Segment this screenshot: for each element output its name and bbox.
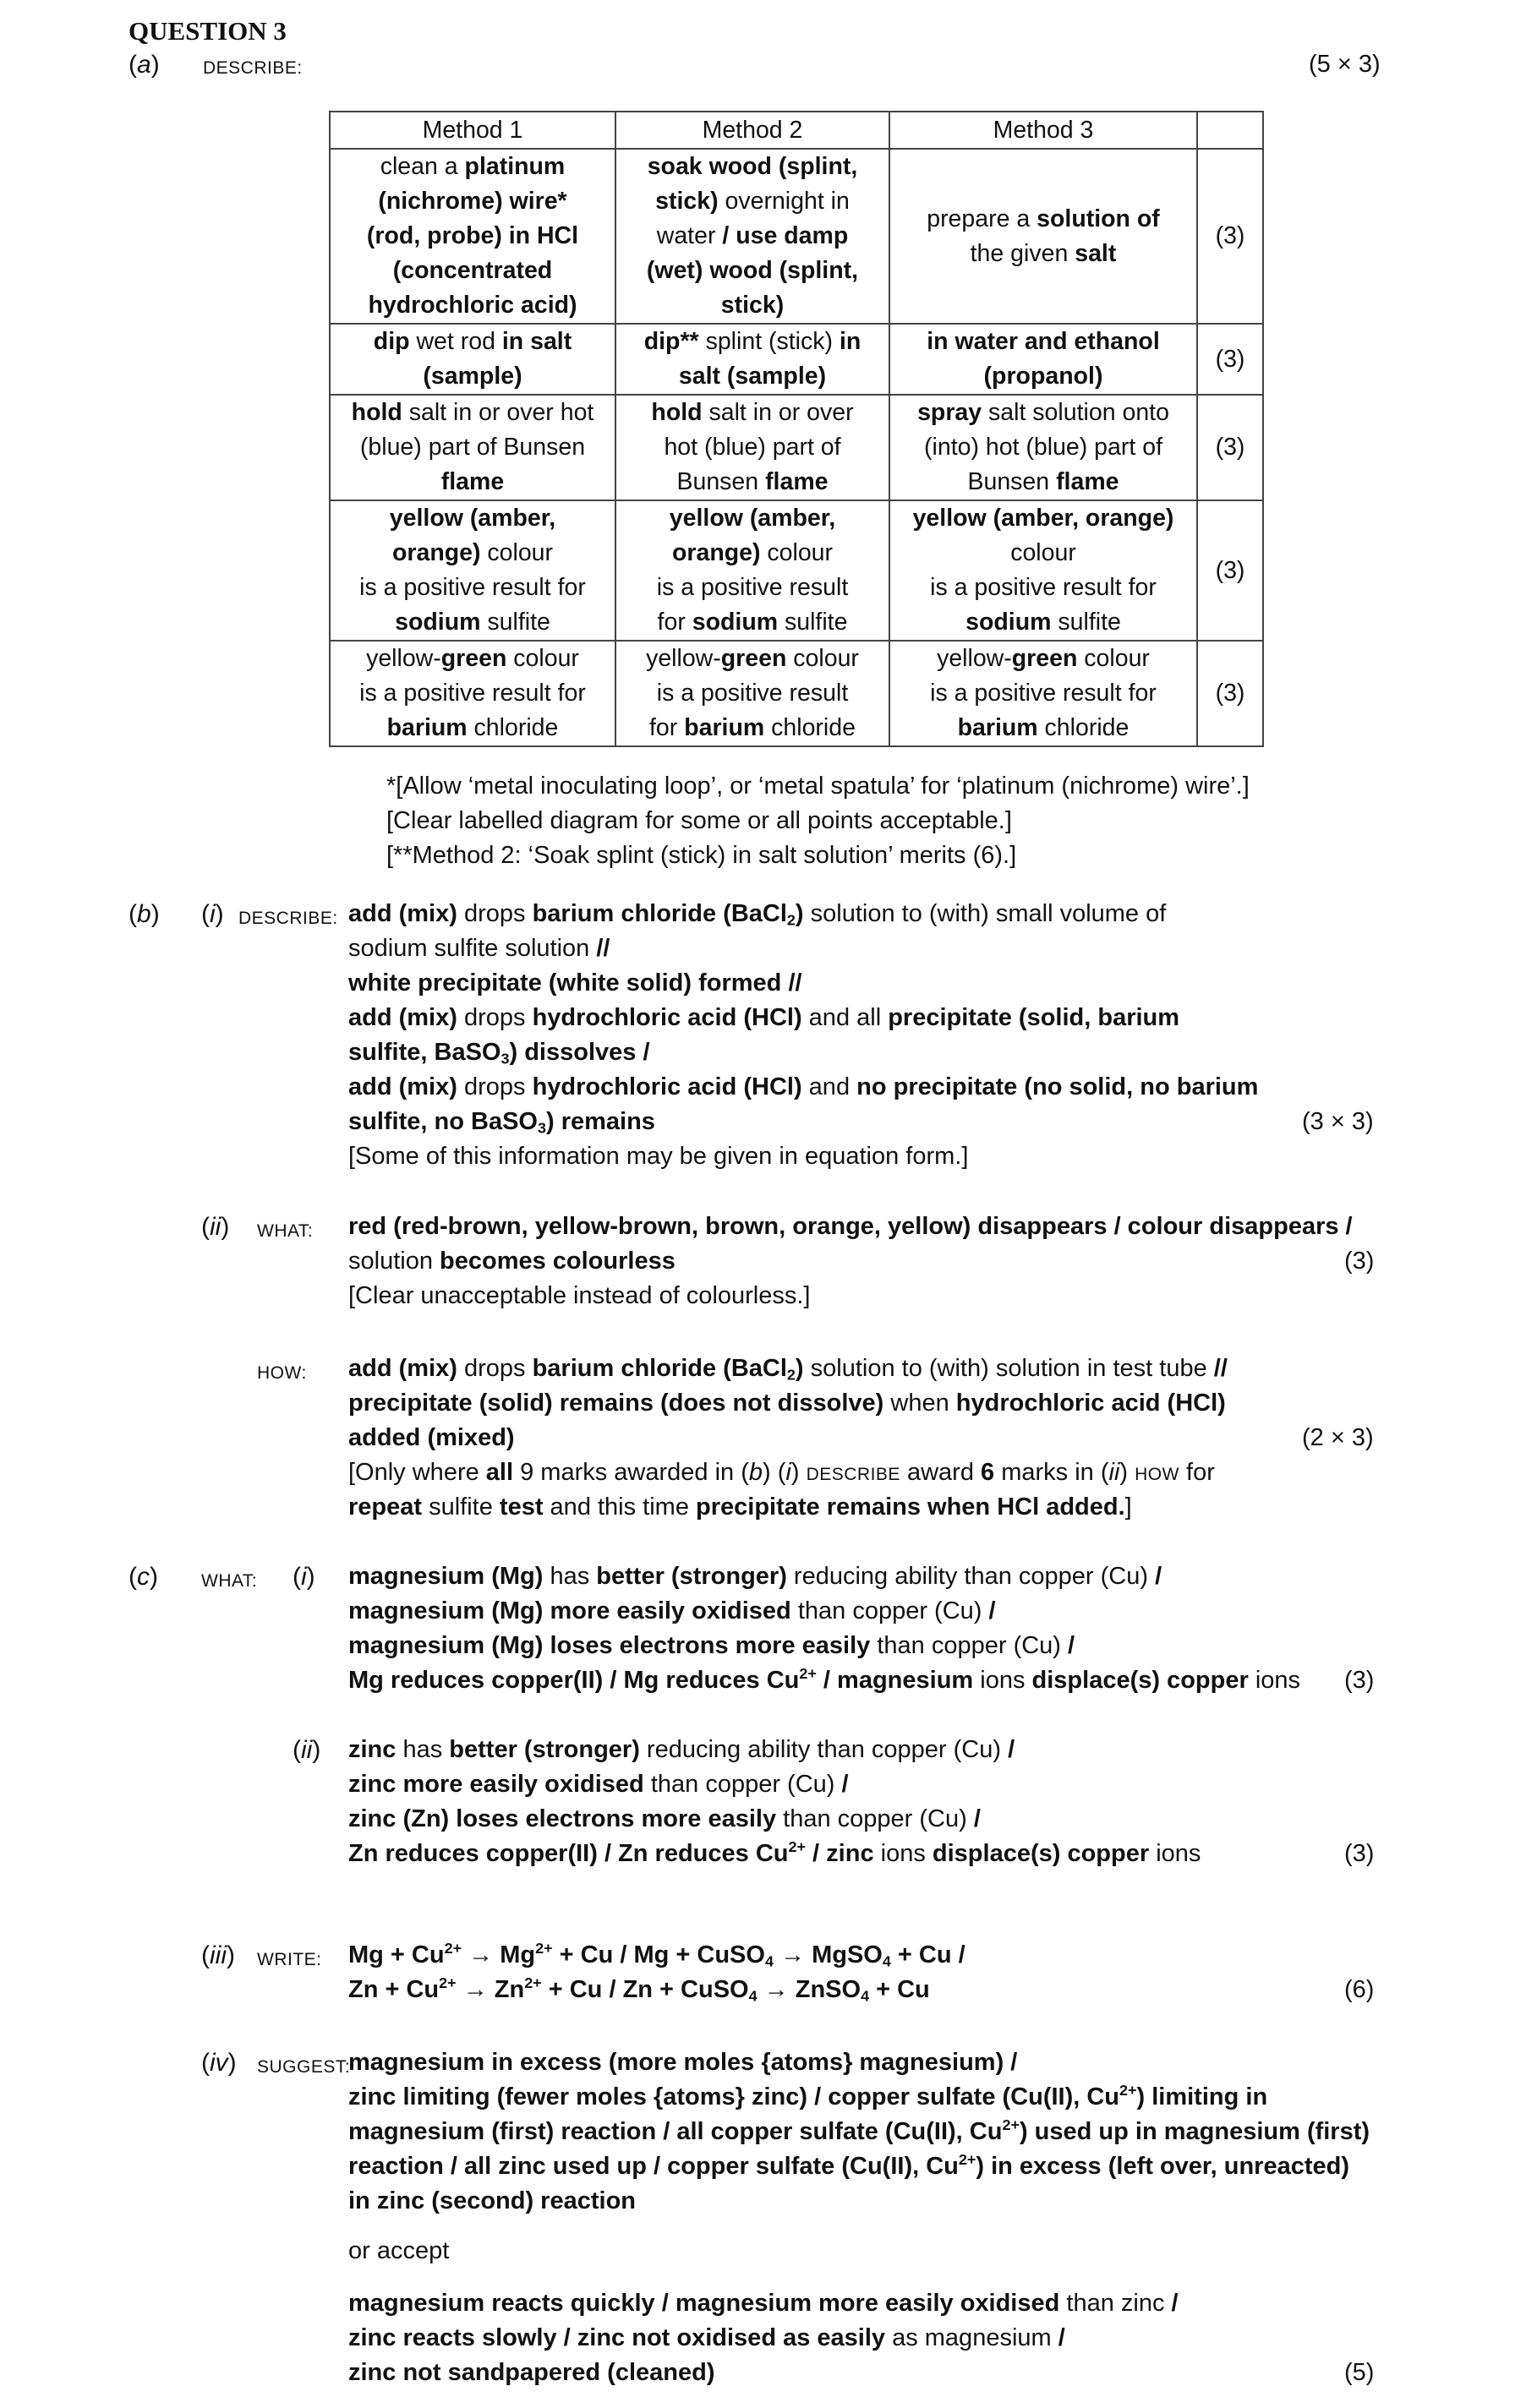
methods-table [329,111,1264,747]
cell-line: clean a platinum [380,153,566,180]
cell-line: (propanol) [983,363,1103,390]
cell-line: for barium chloride [649,714,856,741]
method-1-cell [330,149,615,324]
cell-line: the given salt [970,239,1117,267]
answer-line: add (mix) drops hydrochloric acid (HCl) and all precipitate (solid, barium [348,1004,1180,1031]
answer-line: Mg reduces copper(II) / Mg reduces $Cu^{2+}$ / magnesium ions displace(s) copper ions [348,1665,1301,1694]
cell-line: is a positive result [656,680,849,707]
part-b-i-marks: (3 × 3) [1302,1108,1374,1135]
cell-line: (rod, probe) in HCl [366,222,579,249]
answer-line: zinc more easily oxidised than copper (Cu) / [348,1771,849,1798]
method-2-cell [615,641,889,746]
part-c-ii-answer [348,1733,1201,1871]
part-c-iv-or-accept: or accept [348,2237,450,2264]
table-header-row [330,112,1263,149]
header-method-1: Method 1 [330,112,615,149]
method-2-cell [615,500,889,641]
cell-line: water / use damp [656,222,849,249]
method-3-cell [889,500,1197,641]
note-1: *[Allow ‘metal inoculating loop’, or ‘metal spatula’ for ‘platinum (nichrome) wire’.] [386,773,1250,800]
cell-line: dip** splint (stick) in [643,328,861,355]
cell-line: hold salt in or over hot [351,399,594,426]
part-b-ii-what-command: WHAT: [257,1221,314,1241]
answer-line: [Clear unacceptable instead of colourless.] [348,1282,811,1309]
table-row [330,500,1263,641]
cell-line: (concentrated [392,257,553,284]
cell-line: (nichrome) wire* [378,188,567,215]
table-row [330,149,1263,324]
answer-line: precipitate (solid) remains (does not dissolve) when hydrochloric acid (HCl) [348,1390,1226,1417]
answer-line: white precipitate (white solid) formed // [348,969,802,997]
cell-line: dip wet rod in salt [373,328,572,355]
answer-line: add (mix) drops barium chloride (BaCl$_2$) solution to (with) small volume of [348,900,1167,929]
part-c-iv-marks: (5) [1344,2359,1375,2386]
cell-line: hold salt in or over [651,399,854,426]
method-2-cell [615,149,889,324]
part-a-notes [386,769,1250,873]
part-c-label: (c) [129,1563,158,1591]
cell-line: hot (blue) part of [664,434,841,461]
part-c-iv-alt-answer [348,2286,1179,2390]
part-c-i-label: (i) [293,1563,315,1591]
part-c-iii-answer [348,1938,965,2007]
method-1-cell [330,324,615,395]
table-row [330,324,1263,395]
answer-line: sodium sulfite solution // [348,935,610,962]
row-marks: (3) [1197,641,1263,746]
answer-line: magnesium (first) reaction / all copper sulfate (Cu(II), $Cu^{2+}$) used up in magnesium (first) [348,2116,1370,2145]
answer-line: reaction / all zinc used up / copper sulfate (Cu(II), $Cu^{2+}$) in excess (left over, unreacted) [348,2151,1349,2180]
cell-line: Bunsen flame [676,468,829,495]
cell-line: orange) colour [391,539,554,566]
cell-line: is a positive result [656,574,849,601]
cell-line: stick) [720,292,785,319]
method-3-cell [889,149,1197,324]
cell-line: yellow (amber, [389,505,556,532]
answer-line: magnesium reacts quickly / magnesium more easily oxidised than zinc / [348,2290,1179,2317]
answer-line: magnesium (Mg) loses electrons more easily than copper (Cu) / [348,1632,1075,1659]
answer-line: zinc reacts slowly / zinc not oxidised as easily as magnesium / [348,2324,1065,2351]
cell-line: sodium sulfite [965,609,1121,636]
cell-line: spray salt solution onto [917,399,1169,426]
part-b-ii-how-marks: (2 × 3) [1302,1424,1374,1451]
table-row [330,395,1263,500]
part-b-i-label: (i) [201,900,224,928]
answer-line: sulfite, BaSO$_3$) dissolves / [348,1039,650,1067]
row-marks: (3) [1197,500,1263,641]
answer-line: zinc not sandpapered (cleaned) [348,2359,715,2386]
cell-line: colour [1010,539,1076,566]
cell-line: is a positive result for [359,574,586,601]
part-b-i-command: DESCRIBE: [238,909,338,928]
cell-line: barium chloride [957,714,1130,741]
part-c-command: WHAT: [201,1571,258,1591]
part-b-ii-label: (ii) [201,1213,230,1241]
part-c-iii-marks: (6) [1344,1976,1375,2003]
note-2: [Clear labelled diagram for some or all points acceptable.] [386,807,1012,834]
cell-line: (blue) part of Bunsen [359,434,586,461]
cell-line: yellow (amber, orange) [912,505,1174,532]
row-marks: (3) [1197,324,1263,395]
answer-line: Zn reduces copper(II) / Zn reduces $Cu^{2+}$ / zinc ions displace(s) copper ions [348,1838,1201,1867]
table-row [330,641,1263,746]
answer-line: added (mixed) [348,1424,515,1451]
cell-line: for sodium sulfite [657,609,848,636]
answer-line: add (mix) drops hydrochloric acid (HCl) and no precipitate (no solid, no barium [348,1073,1259,1100]
answer-line: zinc (Zn) loses electrons more easily than copper (Cu) / [348,1805,981,1832]
cell-line: soak wood (splint, [647,153,858,180]
answer-line: solution becomes colourless [348,1248,676,1275]
method-2-cell [615,395,889,500]
note-3: [**Method 2: ‘Soak splint (stick) in salt solution’ merits (6).] [386,842,1017,869]
header-marks [1197,112,1263,149]
cell-line: yellow (amber, [669,505,836,532]
part-c-ii-marks: (3) [1344,1840,1375,1867]
part-b-ii-how-answer [348,1351,1228,1525]
header-method-2: Method 2 [615,112,889,149]
part-a-label: (a) [129,51,160,79]
cell-line: (wet) wood (splint, [646,257,859,284]
part-a-command: DESCRIBE: [203,58,303,78]
cell-line: is a positive result for [930,574,1157,601]
answer-line: add (mix) drops barium chloride (BaCl$_2$) solution to (with) solution in test tube // [348,1355,1228,1384]
cell-line: is a positive result for [359,680,586,707]
cell-line: Bunsen flame [967,468,1119,495]
method-3-cell [889,641,1197,746]
cell-line: stick) overnight in [655,188,850,215]
row-marks: (3) [1197,395,1263,500]
row-marks: (3) [1197,149,1263,324]
cell-line: sodium sulfite [395,609,550,636]
part-c-iii-command: WRITE: [257,1950,322,1969]
answer-line: repeat sulfite test and this time precipitate remains when HCl added.] [348,1493,1132,1521]
answer-line: [Only where all 9 marks awarded in (b) (i) DESCRIBE award 6 marks in (ii) HOW for [348,1459,1215,1486]
answer-line: $Mg + Cu^{2+} \to Mg^{2+} + Cu / Mg$ + CuSO$_4$ → MgSO$_4$ + Cu / [348,1940,965,1970]
part-c-i-marks: (3) [1344,1667,1375,1694]
question-title: QUESTION 3 [129,16,287,46]
cell-line: (sample) [423,363,522,390]
cell-line: yellow-green colour [937,645,1150,672]
answer-line: red (red-brown, yellow-brown, brown, orange, yellow) disappears / colour disappears / [348,1213,1353,1240]
cell-line: yellow-green colour [366,645,579,672]
cell-line: hydrochloric acid) [368,292,577,319]
answer-line: $Zn + Cu^{2+} \to Zn^{2+} + Cu / Zn$ + CuSO$_4$ → ZnSO$_4$ + Cu [348,1974,930,2005]
method-1-cell [330,500,615,641]
part-c-iv-label: (iv) [201,2049,237,2077]
cell-line: (into) hot (blue) part of [924,434,1162,461]
part-b-ii-what-marks: (3) [1344,1248,1375,1275]
method-1-cell [330,641,615,746]
cell-line: barium chloride [386,714,559,741]
part-b-i-answer [348,897,1258,1174]
answer-line: sulfite, no BaSO$_3$) remains [348,1108,655,1137]
cell-line: flame [440,468,505,495]
part-c-iii-label: (iii) [201,1941,235,1969]
part-b-label: (b) [129,900,160,928]
cell-line: yellow-green colour [646,645,859,672]
answer-line: magnesium in excess (more moles {atoms} magnesium) / [348,2049,1018,2076]
answer-line: zinc has better (stronger) reducing ability than copper (Cu) / [348,1736,1015,1763]
cell-line: in water and ethanol [927,328,1160,355]
cell-line: salt (sample) [678,363,827,390]
answer-line: in zinc (second) reaction [348,2187,636,2214]
part-c-iv-command: SUGGEST: [257,2057,351,2077]
answer-line: magnesium (Mg) more easily oxidised than copper (Cu) / [348,1597,996,1624]
cell-line: is a positive result for [930,680,1157,707]
part-b-ii-how-command: HOW: [257,1363,307,1383]
part-a-marks: (5 × 3) [1309,51,1381,78]
method-3-cell [889,395,1197,500]
cell-line: orange) colour [671,539,834,566]
part-c-i-answer [348,1559,1300,1698]
part-c-ii-label: (ii) [293,1736,321,1764]
header-method-3: Method 3 [889,112,1197,149]
method-1-cell [330,395,615,500]
answer-line: zinc limiting (fewer moles {atoms} zinc) / copper sulfate (Cu(II), $Cu^{2+}$) limiting in [348,2082,1268,2110]
answer-line: [Some of this information may be given in equation form.] [348,1143,969,1170]
method-2-cell [615,324,889,395]
part-b-ii-what-answer [348,1209,1353,1313]
method-3-cell [889,324,1197,395]
cell-line: prepare a solution of [927,205,1160,232]
part-c-iv-answer [348,2045,1370,2219]
answer-line: magnesium (Mg) has better (stronger) reducing ability than copper (Cu) / [348,1563,1162,1590]
